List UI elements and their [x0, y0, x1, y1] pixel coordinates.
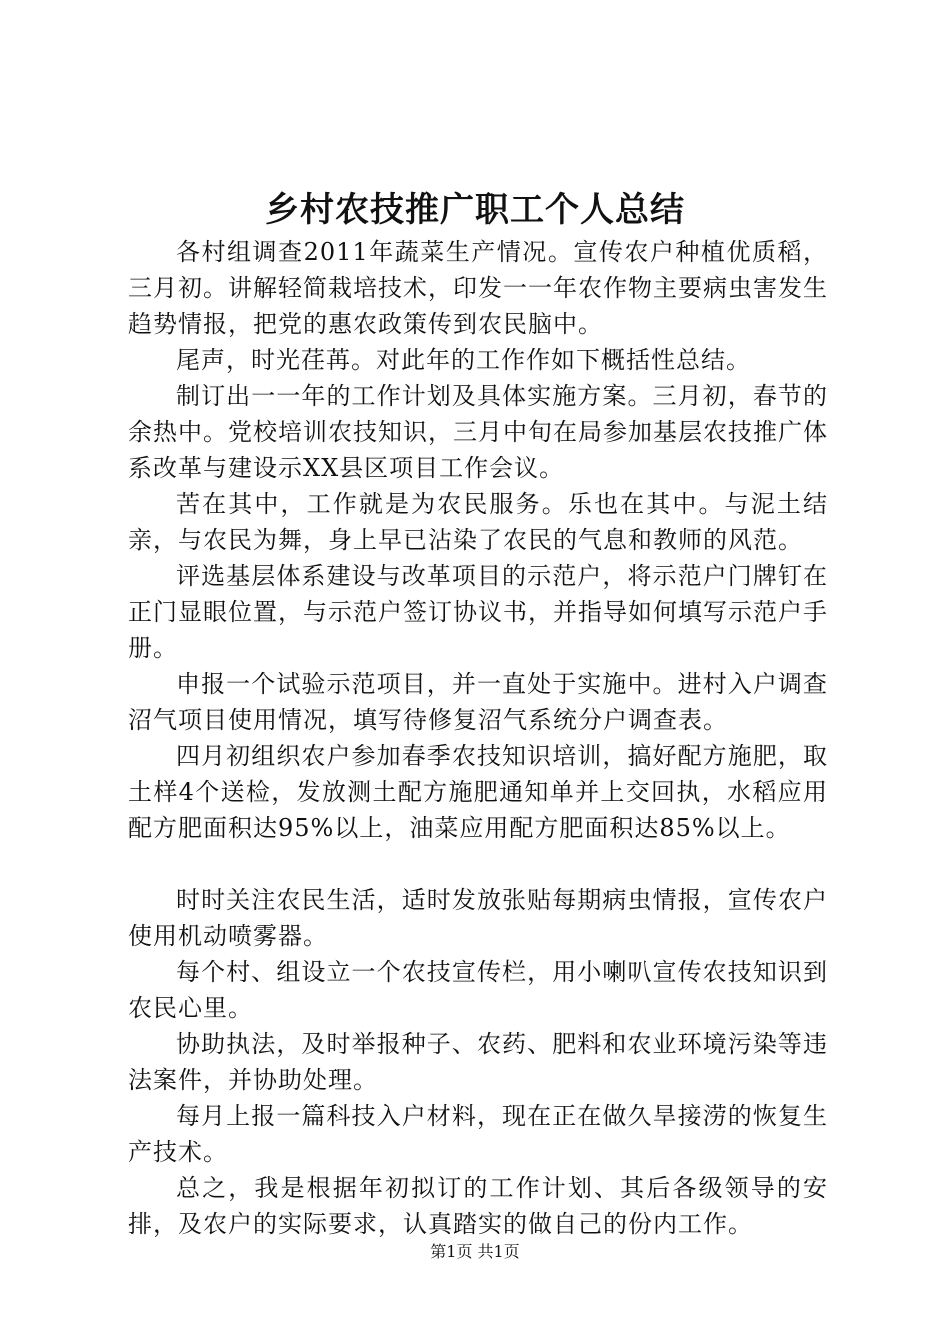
paragraph: 申报一个试验示范项目，并一直处于实施中。进村入户调查沼气项目使用情况，填写待修复沼气系统分户调查表。 — [128, 670, 828, 734]
page-footer: 第1页 共1页 — [430, 1242, 520, 1261]
paragraph: 每个村、组设立一个农技宣传栏，用小喇叭宣传农技知识到农民心里。 — [128, 958, 828, 1022]
document-body — [128, 234, 828, 1242]
paragraph: 协助执法，及时举报种子、农药、肥料和农业环境污染等违法案件，并协助处理。 — [128, 1030, 828, 1094]
paragraph: 四月初组织农户参加春季农技知识培训，搞好配方施肥，取土样4个送检，发放测土配方施肥通知单并上交回执，水稻应用配方肥面积达95%以上，油菜应用配方肥面积达85%以上。 — [128, 742, 828, 842]
paragraph: 各村组调查2011年蔬菜生产情况。宣传农户种植优质稻，三月初。讲解轻简栽培技术，印发一一年农作物主要病虫害发生趋势情报，把党的惠农政策传到农民脑中。 — [128, 238, 828, 338]
paragraph: 评选基层体系建设与改革项目的示范户，将示范户门牌钉在正门显眼位置，与示范户签订协议书，并指导如何填写示范户手册。 — [128, 562, 828, 662]
paragraph: 每月上报一篇科技入户材料，现在正在做久旱接涝的恢复生产技术。 — [128, 1102, 828, 1166]
paragraph: 苦在其中，工作就是为农民服务。乐也在其中。与泥土结亲，与农民为舞，身上早已沾染了农民的气息和教师的风范。 — [128, 490, 828, 554]
paragraph: 总之，我是根据年初拟订的工作计划、其后各级领导的安排，及农户的实际要求，认真踏实的做自己的份内工作。 — [128, 1174, 828, 1238]
document-title: 乡村农技推广职工个人总结 — [265, 190, 685, 230]
paragraph: 尾声，时光荏苒。对此年的工作作如下概括性总结。 — [176, 346, 751, 374]
paragraph: 时时关注农民生活，适时发放张贴每期病虫情报，宣传农户使用机动喷雾器。 — [128, 886, 828, 950]
paragraph: 制订出一一年的工作计划及具体实施方案。三月初，春节的余热中。党校培训农技知识，三月中旬在局参加基层农技推广体系改革与建设示XX县区项目工作会议。 — [128, 382, 828, 482]
